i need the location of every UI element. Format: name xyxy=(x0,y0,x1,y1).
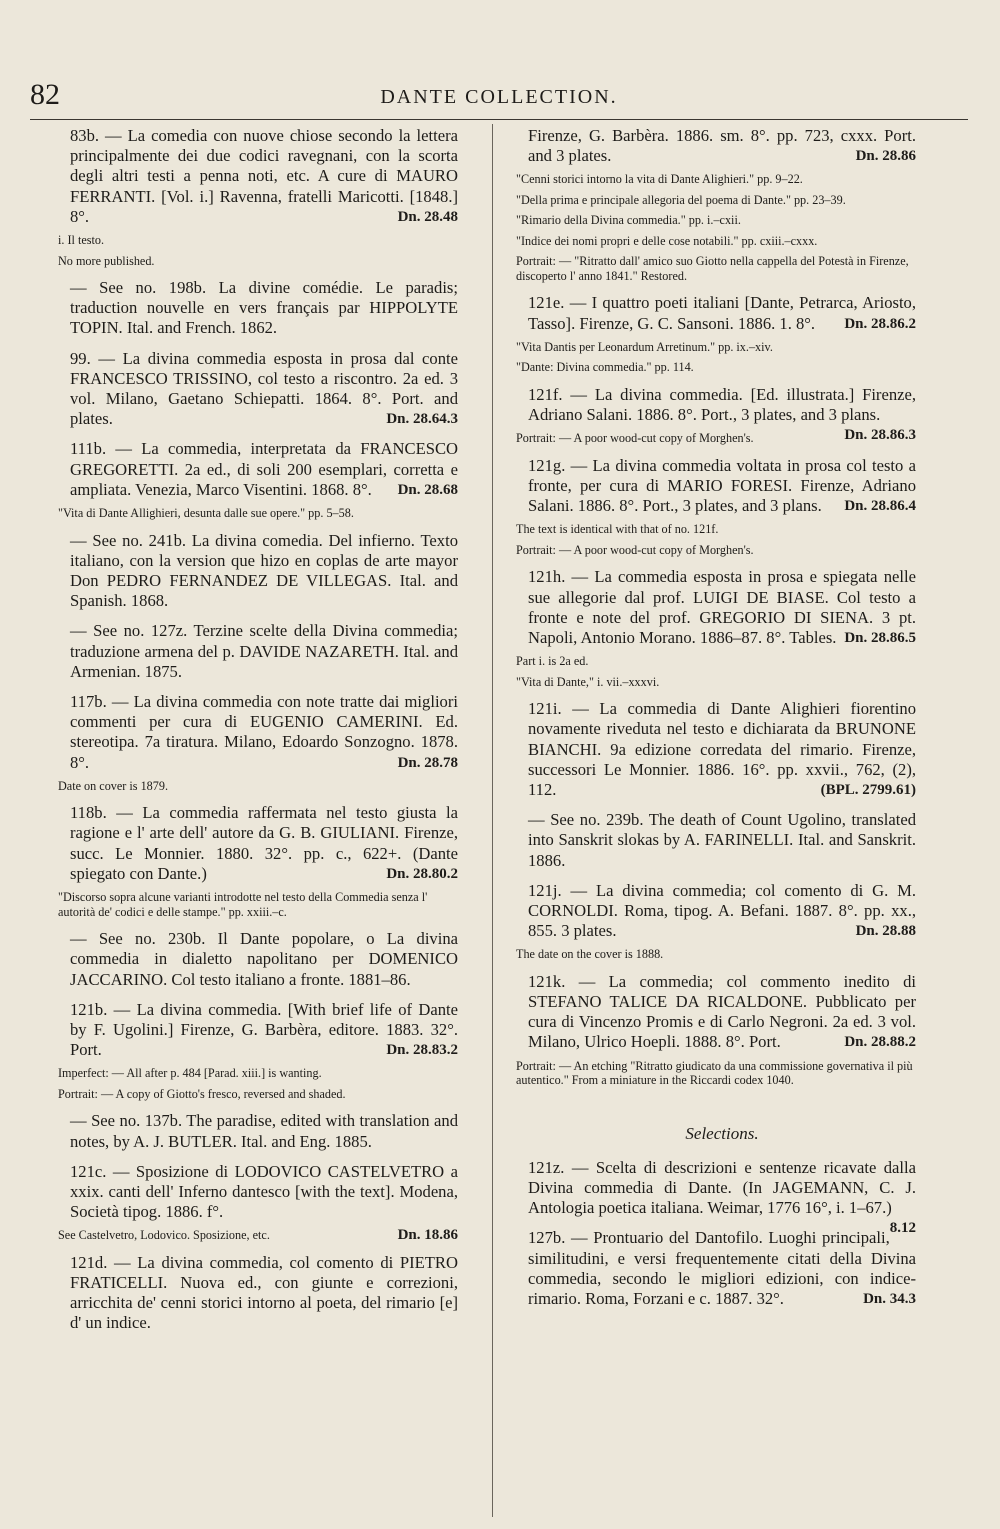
entry-note xyxy=(516,213,916,228)
catalog-entry xyxy=(70,692,458,773)
entry-note xyxy=(516,1059,916,1088)
note-text: No more published. xyxy=(58,253,155,268)
entry-text: 121c. — Sposizione di LODOVICO CASTELVETRO a xxix. canti dell' Inferno dantesco [with the text]. Modena, Società tipog. 1886. f°. xyxy=(70,1161,458,1222)
note-text: The date on the cover is 1888. xyxy=(516,947,664,962)
entry-note xyxy=(58,233,458,248)
entry-note xyxy=(516,947,916,962)
call-number: 8.12 xyxy=(889,1220,916,1237)
section-heading: Selections. xyxy=(685,1123,759,1143)
catalog-entry xyxy=(70,439,458,500)
entry-text: 127b. — Prontuario del Dantofilo. Luoghi principali, similitudini, e versi frequentemente citati della Divina commedia, secondo le migliori edizioni, con indice-rimario. Roma, Forzani e c. 1887. 32°. xyxy=(528,1228,916,1308)
note-text: The text is identical with that of no. 121f. xyxy=(516,522,719,537)
entry-text: 99. — La divina commedia esposta in prosa dal conte FRANCESCO TRISSINO, col testo a riscontro. 2a ed. 3 vol. Milano, Gaetano Schiepatti. 1864. 8°. Port. and plates. xyxy=(70,348,458,429)
call-number: Dn. 28.68 xyxy=(397,481,458,498)
catalog-entry xyxy=(528,456,916,517)
entry-note xyxy=(58,1228,458,1243)
running-head: DANTE COLLECTION. xyxy=(380,86,618,108)
entry-note xyxy=(58,506,458,521)
call-number: Dn. 28.64.3 xyxy=(386,411,458,428)
call-number: Dn. 34.3 xyxy=(863,1290,916,1307)
catalog-entry xyxy=(70,1111,458,1151)
note-text: Portrait: — A copy of Giotto's fresco, reversed and shaded. xyxy=(58,1086,346,1101)
note-text: "Indice dei nomi propri e delle cose notabili." pp. cxiii.–cxxx. xyxy=(516,233,818,248)
catalog-entry xyxy=(528,293,916,333)
entry-text: — See no. 137b. The paradise, edited with translation and notes, by A. J. BUTLER. Ital. and Eng. 1885. xyxy=(70,1111,458,1151)
page-number: 82 xyxy=(30,78,60,111)
note-text: "Vita di Dante Allighieri, desunta dalle sue opere." pp. 5–58. xyxy=(58,506,354,521)
column-divider xyxy=(492,124,493,1517)
call-number: Dn. 28.86.2 xyxy=(844,315,916,332)
entry-text: 118b. — La commedia raffermata nel testo giusta la ragione e l' arte dell' autore da G. B. GIULIANI. Firenze, succ. Le Monnier. 1880. 32°. pp. c., 622+. (Dante spiegato con Dante.) xyxy=(70,803,458,883)
call-number: Dn. 28.78 xyxy=(397,754,458,771)
catalog-entry xyxy=(70,278,458,339)
entry-note xyxy=(516,522,916,537)
entry-text: 121h. — La commedia esposta in prosa e spiegata nelle sue allegorie dal prof. LUIGI DE BIASE. Col testo a fronte e note del prof. GREGORIO DI SIENA. 3 pt. Napoli, Antonio Morano. 1886–87. 8°. Tables. xyxy=(528,567,916,647)
catalog-entry xyxy=(70,349,458,430)
call-number: (BPL. 2799.61) xyxy=(820,781,916,798)
entry-text: 121k. — La commedia; col commento inedito di STEFANO TALICE DA RICALDONE. Pubblicato per cura di Vincenzo Promis e di Carlo Negroni. 2a ed. 3 vol. Milano, Ulrico Hoepli. 1888. 8°. Port. xyxy=(528,971,916,1052)
entry-note xyxy=(516,543,916,558)
call-number: Dn. 28.80.2 xyxy=(386,865,458,882)
catalog-entry xyxy=(70,1000,458,1061)
entry-text: Firenze, G. Barbèra. 1886. sm. 8°. pp. 723, cxxx. Port. and 3 plates. xyxy=(528,126,916,166)
right-column xyxy=(516,126,916,1319)
left-column xyxy=(58,126,458,1344)
entry-note xyxy=(58,1087,458,1102)
note-text: "Vita Dantis per Leonardum Arretinum." pp. ix.–xiv. xyxy=(516,339,773,354)
catalog-entry xyxy=(528,881,916,942)
entry-note xyxy=(516,234,916,249)
call-number: Dn. 28.88 xyxy=(855,923,916,940)
header-rule xyxy=(30,119,968,120)
entry-text: — See no. 127z. Terzine scelte della Divina commedia; traduzione armena del p. DAVIDE NAZARETH. Ital. and Armenian. 1875. xyxy=(70,621,458,681)
entry-note xyxy=(516,254,916,283)
catalog-entry xyxy=(528,699,916,800)
entry-text: 121e. — I quattro poeti italiani [Dante, Petrarca, Ariosto, Tasso]. Firenze, G. C. Sansoni. 1886. 1. 8°. xyxy=(528,293,916,333)
call-number: Dn. 28.48 xyxy=(397,208,458,225)
catalog-entry xyxy=(70,1162,458,1223)
catalog-entry xyxy=(70,929,458,990)
note-text: i. Il testo. xyxy=(58,233,105,248)
note-text: Imperfect: — All after p. 484 [Parad. xiii.] is wanting. xyxy=(58,1066,322,1081)
call-number: Dn. 28.86.4 xyxy=(844,498,916,515)
call-number: Dn. 28.88.2 xyxy=(844,1034,916,1051)
entry-text: 111b. — La commedia, interpretata da FRANCESCO GREGORETTI. 2a ed., di soli 200 esemplari, corretta e ampliata. Venezia, Marco Visentini. 1868. 8°. xyxy=(70,439,458,499)
call-number: Dn. 28.86.3 xyxy=(844,427,916,444)
note-text: Part i. is 2a ed. xyxy=(516,654,589,669)
note-text: Portrait: — "Ritratto dall' amico suo Giotto nella cappella del Potestà in Firenze, discoperto l' anno 1841." Restored. xyxy=(516,254,909,283)
entry-note xyxy=(58,254,458,269)
entry-text: 121f. — La divina commedia. [Ed. illustrata.] Firenze, Adriano Salani. 1886. 8°. Port., 3 plates, and 3 plans. xyxy=(528,384,916,425)
entry-text: 121g. — La divina commedia voltata in prosa col testo a fronte, per cura di MARIO FORESI. Firenze, Adriano Salani. 1886. 8°. Port., 3 plates, and 3 plans. xyxy=(528,455,916,516)
entry-note xyxy=(516,675,916,690)
entry-note xyxy=(58,779,458,794)
entry-text: — See no. 241b. La divina comedia. Del infierno. Texto italiano, con la version que hizo en coplas de arte mayor Don PEDRO FERNANDEZ DE VILLEGAS. Ital. and Spanish. 1868. xyxy=(70,530,458,611)
catalog-entry xyxy=(70,126,458,227)
entry-text: 121i. — La commedia di Dante Alighieri fiorentino novamente riveduta nel testo e dichiarata da BRUNONE BIANCHI. 9a edizione corredata del rimario. Firenze, successori Le Monnier. 1886. 16°. pp. xxvii., 762, (2), 112. xyxy=(528,699,916,799)
note-text: Portrait: — A poor wood-cut copy of Morghen's. xyxy=(516,431,754,446)
entry-note xyxy=(516,193,916,208)
page-header xyxy=(30,78,968,112)
note-text: "Cenni storici intorno la vita di Dante Alighieri." pp. 9–22. xyxy=(516,172,803,187)
call-number: Dn. 18.86 xyxy=(397,1227,458,1244)
entry-text: 121d. — La divina commedia, col comento di PIETRO FRATICELLI. Nuova ed., con giunte e correzioni, arricchita de' cenni storici intorno al poeta, del rimario [e] d' un indice. xyxy=(70,1252,458,1333)
entry-text: 83b. — La comedia con nuove chiose secondo la lettera principalmente dei due codici ravegnani, con la scorta degli altri testi a penna noti, etc. A cure di MAURO FERRANTI. [Vol. i.] Ravenna, fratelli Maricotti. [1848.] 8°. xyxy=(70,126,458,226)
catalog-entry xyxy=(528,567,916,648)
note-text: "Rimario della Divina commedia." pp. i.–cxii. xyxy=(516,213,741,228)
entry-text: — See no. 230b. Il Dante popolare, o La divina commedia in dialetto napolitano per DOMENICO JACCARINO. Col testo italiano a fronte. 1881–86. xyxy=(70,929,458,989)
note-text: "Dante: Divina commedia." pp. 114. xyxy=(516,360,694,375)
catalog-entry xyxy=(528,810,916,871)
entry-note xyxy=(58,890,458,919)
entry-text: 121b. — La divina commedia. [With brief life of Dante by F. Ugolini.] Firenze, G. Barbèra, editore. 1883. 32°. Port. xyxy=(70,999,458,1060)
note-text: Portrait: — An etching "Ritratto giudicato da una commissione governativa il più autentico." From a miniature in the Riccardi codex 1040. xyxy=(516,1058,913,1088)
catalog-entry xyxy=(70,621,458,682)
entry-text: 121z. — Scelta di descrizioni e sentenze ricavate dalla Divina commedia di Dante. (In JAGEMANN, C. J. Antologia poetica italiana. Weimar, 1776 16°, i. 1–67.) xyxy=(528,1157,916,1218)
call-number: Dn. 28.83.2 xyxy=(386,1042,458,1059)
entry-note xyxy=(58,1066,458,1081)
note-text: "Vita di Dante," i. vii.–xxxvi. xyxy=(516,674,660,689)
entry-text: — See no. 239b. The death of Count Ugolino, translated into Sanskrit slokas by A. FARINELLI. Ital. and Sanskrit. 1886. xyxy=(528,810,916,870)
call-number: Dn. 28.86.5 xyxy=(844,629,916,646)
note-text: "Della prima e principale allegoria del poema di Dante." pp. 23–39. xyxy=(516,192,846,207)
entry-text: 121j. — La divina commedia; col comento di G. M. CORNOLDI. Roma, tipog. A. Befani. 1887. 8°. pp. xx., 855. 3 plates. xyxy=(528,880,916,941)
call-number: Dn. 28.86 xyxy=(855,148,916,165)
note-text: See Castelvetro, Lodovico. Sposizione, etc. xyxy=(58,1228,270,1243)
catalog-entry xyxy=(70,803,458,884)
catalog-entry xyxy=(528,1157,916,1237)
entry-note xyxy=(516,172,916,187)
catalog-entry xyxy=(70,1253,458,1334)
note-text: "Discorso sopra alcune varianti introdotte nel testo della Commedia senza l' autorità de' codici e delle stampe." pp. xxiii.–c. xyxy=(58,890,428,919)
entry-note xyxy=(516,340,916,355)
entry-note xyxy=(516,654,916,669)
note-text: Portrait: — A poor wood-cut copy of Morghen's. xyxy=(516,542,754,557)
catalog-entry xyxy=(528,972,916,1053)
catalog-entry xyxy=(528,126,916,166)
catalog-entry xyxy=(528,1228,916,1309)
entry-text: 117b. — La divina commedia con note tratte dai migliori commenti per cura di EUGENIO CAMERINI. Ed. stereotipa. 7a tiratura. Milano, Edoardo Sonzogno. 1878. 8°. xyxy=(70,691,458,772)
note-text: Date on cover is 1879. xyxy=(58,778,168,793)
catalog-entry xyxy=(70,531,458,612)
entry-note xyxy=(516,360,916,375)
entry-text: — See no. 198b. La divine comédie. Le paradis; traduction nouvelle en vers français par HIPPOLYTE TOPIN. Ital. and French. 1862. xyxy=(70,278,458,338)
